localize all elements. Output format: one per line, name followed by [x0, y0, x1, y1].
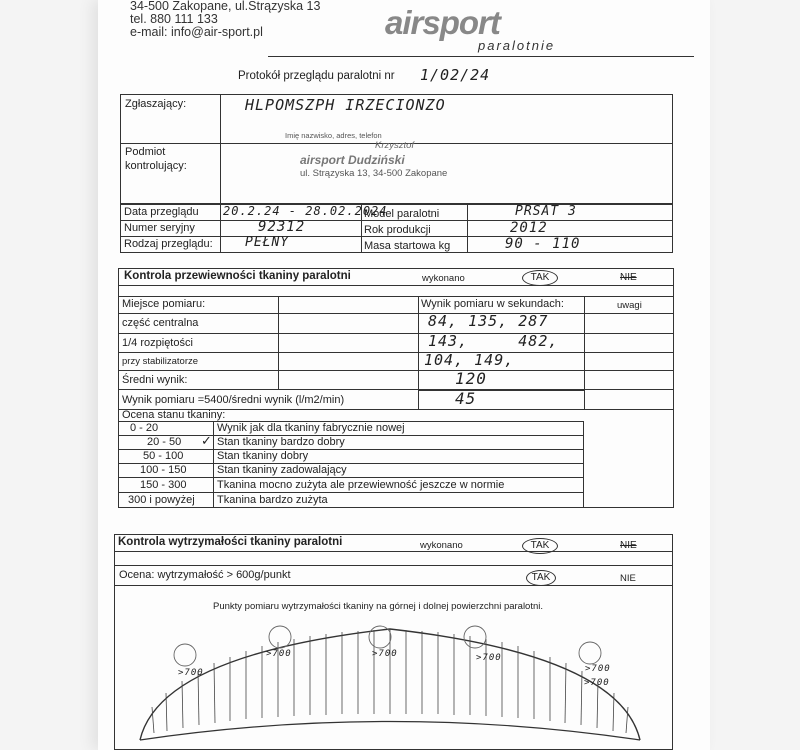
formula-value[interactable]: 45	[455, 389, 477, 408]
year-value[interactable]: 2012	[510, 220, 548, 236]
model-value[interactable]: PRSAT 3	[515, 204, 577, 219]
grade-desc-5: Tkanina mocno zużyta ale przewiewność jeszcze w normie	[217, 479, 505, 491]
permeability-title: Kontrola przewiewności tkaniny paralotni	[124, 270, 351, 282]
type-label: Rodzaj przeglądu:	[124, 238, 213, 250]
row-quarter-label: 1/4 rozpiętości	[122, 337, 193, 349]
place-label: Miejsce pomiaru:	[122, 298, 206, 310]
row-stabilizer-label: przy stabilizatorze	[122, 356, 199, 367]
strength-nie-struck[interactable]: NIE	[620, 540, 637, 551]
permeability-nie-struck[interactable]: NIE	[620, 272, 637, 283]
logo-subtitle: paralotnie	[478, 38, 556, 53]
mark-5: >700	[584, 678, 610, 688]
formula-label: Wynik pomiaru =5400/średni wynik (l/m2/min)	[122, 394, 345, 406]
serial-value[interactable]: 92312	[258, 219, 306, 235]
reporter-hint: Imię nazwisko, adres, telefon	[285, 131, 382, 140]
row-quarter-value[interactable]: 143, 482,	[428, 332, 559, 350]
row-average-value[interactable]: 120	[455, 369, 487, 388]
grade-range-6: 300 i powyżej	[128, 494, 195, 506]
mark-3: >700	[372, 649, 398, 659]
address-line-3: e-mail: info@air-sport.pl	[130, 25, 263, 39]
grade-range-3: 50 - 100	[143, 450, 184, 462]
mark-6: >700	[585, 664, 611, 674]
grade-desc-6: Tkanina bardzo zużyta	[217, 494, 328, 506]
reporter-value[interactable]: HLPOMSZPH IRZECIONZO	[245, 96, 446, 114]
strength-rating-tak-circled[interactable]: TAK	[526, 570, 556, 586]
address-line-2: tel. 880 111 133	[130, 12, 218, 26]
permeability-tak-circled[interactable]: TAK	[522, 270, 558, 286]
address-line-1: 34-500 Zakopane, ul.Strązyska 13	[130, 0, 321, 13]
model-label: Model paralotni	[364, 208, 440, 220]
row-center-label: część centralna	[122, 317, 199, 329]
grade-desc-1: Wynik jak dla tkaniny fabrycznie nowej	[217, 422, 405, 434]
points-caption: Punkty pomiaru wytrzymałości tkaniny na górnej i dolnej powierzchni paralotni.	[213, 601, 544, 612]
result-header: Wynik pomiaru w sekundach:	[421, 298, 564, 310]
inspector-label-2: kontrolujący:	[125, 160, 187, 172]
mark-2: >700	[266, 649, 292, 659]
strength-rating-nie[interactable]: NIE	[620, 573, 636, 584]
reporter-label: Zgłaszający:	[125, 98, 187, 110]
stamp-address: ul. Strązyska 13, 34-500 Zakopane	[300, 168, 448, 179]
paraglider-wing-diagram	[130, 615, 650, 750]
mass-value[interactable]: 90 - 110	[505, 236, 581, 252]
serial-label: Numer seryjny	[124, 222, 195, 234]
inspector-label-1: Podmiot	[125, 146, 166, 158]
type-value[interactable]: PEŁNY	[245, 235, 290, 250]
strength-title: Kontrola wytrzymałości tkaniny paralotni	[118, 536, 343, 548]
row-center-value[interactable]: 84, 135, 287	[428, 312, 549, 330]
grade-checkmark: ✓	[201, 433, 212, 448]
remarks-header: uwagi	[617, 300, 642, 311]
date-value[interactable]: 20.2.24 - 28.02.2024	[223, 204, 388, 218]
company-stamp: airsport Dudziński	[300, 153, 405, 167]
permeability-done-label: wykonano	[422, 273, 465, 284]
grade-range-4: 100 - 150	[140, 464, 187, 476]
grade-desc-3: Stan tkaniny dobry	[217, 450, 309, 462]
mass-label: Masa startowa kg	[364, 240, 451, 252]
year-label: Rok produkcji	[364, 224, 431, 236]
mark-4: >700	[476, 653, 502, 663]
strength-tak-circled[interactable]: TAK	[522, 538, 558, 554]
grade-desc-4: Stan tkaniny zadowalający	[217, 464, 347, 476]
mark-1: >700	[178, 668, 204, 678]
header-rule	[268, 56, 694, 57]
grade-title: Ocena stanu tkaniny:	[122, 409, 226, 421]
company-logo: airsport	[385, 4, 500, 41]
grade-desc-2: Stan tkaniny bardzo dobry	[217, 436, 345, 448]
grade-range-2: 20 - 50	[147, 436, 182, 448]
stamp-line-1: Krzysztof	[375, 140, 415, 151]
grade-range-1: 0 - 20	[130, 422, 159, 434]
row-average-label: Średni wynik:	[122, 374, 188, 386]
protocol-title: Protokół przeglądu paralotni nr	[238, 70, 395, 82]
grade-range-5: 150 - 300	[140, 479, 187, 491]
date-label: Data przeglądu	[124, 206, 199, 218]
formula-result-box	[418, 390, 585, 410]
strength-rating-label: Ocena: wytrzymałość > 600g/punkt	[119, 569, 291, 581]
row-stabilizer-value[interactable]: 104, 149,	[424, 351, 515, 369]
strength-done-label: wykonano	[420, 540, 463, 551]
protocol-number: 1/02/24	[420, 66, 491, 84]
